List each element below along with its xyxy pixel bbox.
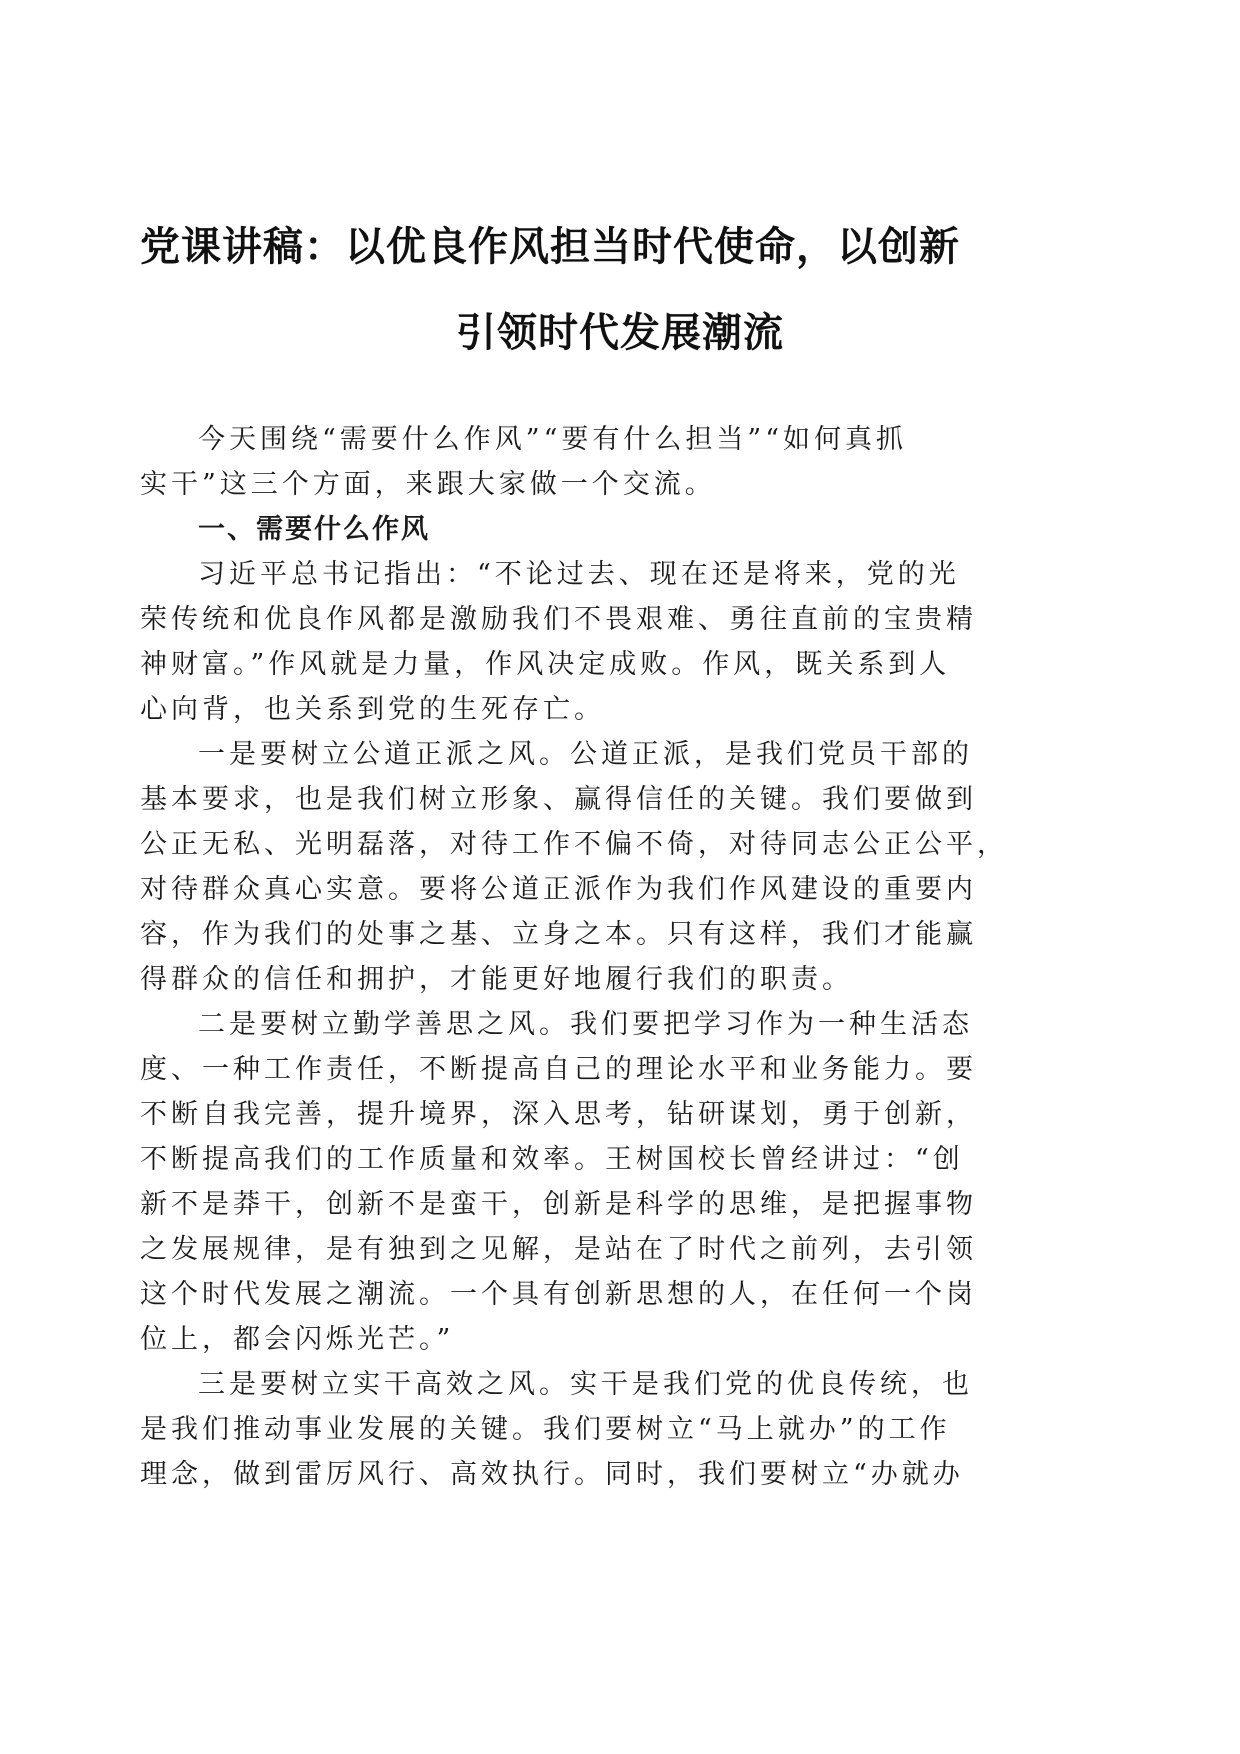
paragraph-line: 新不是莽干，创新不是蛮干，创新是科学的思维，是把握事物 — [140, 1189, 977, 1220]
paragraph-intro-line: 实干”这三个方面，来跟大家做一个交流。 — [140, 469, 716, 500]
paragraph-line: 位上，都会闪烁光芒。” — [140, 1324, 455, 1355]
paragraph-line: 基本要求，也是我们树立形象、赢得信任的关键。我们要做到 — [140, 784, 977, 815]
paragraph-line: 度、一种工作责任，不断提高自己的理论水平和业务能力。要 — [140, 1054, 977, 1085]
paragraph-intro-line: 今天围绕“需要什么作风”“要有什么担当”“如何真抓 — [198, 424, 908, 455]
paragraph-line: 理念，做到雷厉风行、高效执行。同时，我们要树立“办就办 — [140, 1459, 964, 1490]
section-heading: 一、需要什么作风 — [198, 514, 430, 545]
document-body — [140, 420, 1100, 1500]
paragraph-line: 二是要树立勤学善思之风。我们要把学习作为一种生活态 — [198, 1009, 973, 1040]
paragraph-line: 心向背，也关系到党的生死存亡。 — [140, 694, 605, 725]
paragraph-line: 三是要树立实干高效之风。实干是我们党的优良传统，也 — [198, 1369, 973, 1400]
paragraph-line: 之发展规律，是有独到之见解，是站在了时代之前列，去引领 — [140, 1234, 977, 1265]
title-line-1: 党课讲稿：以优良作风担当时代使命，以创新 — [140, 224, 960, 270]
paragraph-line: 得群众的信任和拥护，才能更好地履行我们的职责。 — [140, 964, 853, 995]
paragraph-line: 这个时代发展之潮流。一个具有创新思想的人，在任何一个岗 — [140, 1279, 977, 1310]
paragraph-line: 是我们推动事业发展的关键。我们要树立“马上就办”的工作 — [140, 1414, 951, 1445]
paragraph-line: 神财富。”作风就是力量，作风决定成败。作风，既关系到人 — [140, 649, 951, 680]
paragraph-line: 不断提高我们的工作质量和效率。王树国校长曾经讲过：“创 — [140, 1144, 964, 1175]
paragraph-line: 公正无私、光明磊落，对待工作不偏不倚，对待同志公正公平， — [140, 829, 1008, 860]
document-title — [140, 222, 1100, 358]
paragraph-line: 一是要树立公道正派之风。公道正派，是我们党员干部的 — [198, 739, 973, 770]
paragraph-line: 荣传统和优良作风都是激励我们不畏艰难、勇往直前的宝贵精 — [140, 604, 977, 635]
paragraph-line: 对待群众真心实意。要将公道正派作为我们作风建设的重要内 — [140, 874, 977, 905]
paragraph-line: 不断自我完善，提升境界，深入思考，钻研谋划，勇于创新， — [140, 1099, 977, 1130]
paragraph-line: 习近平总书记指出：“不论过去、现在还是将来，党的光 — [198, 559, 960, 590]
paragraph-line: 容，作为我们的处事之基、立身之本。只有这样，我们才能赢 — [140, 919, 977, 950]
title-line-2: 引领时代发展潮流 — [456, 310, 784, 356]
